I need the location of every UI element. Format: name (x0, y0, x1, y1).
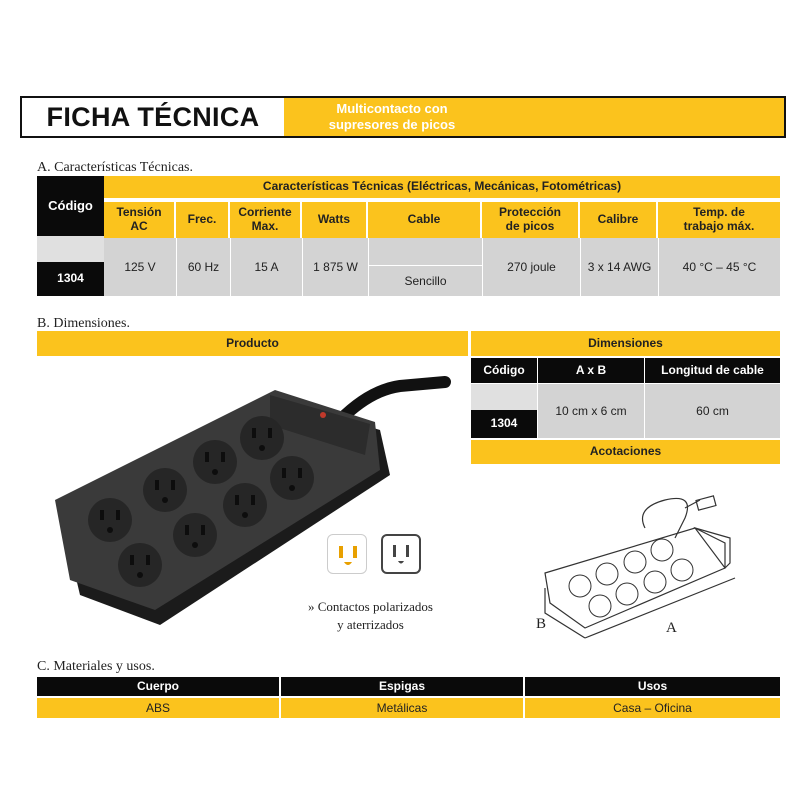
col-cable-label: Cable (407, 212, 441, 227)
dim-axb-header (538, 358, 644, 383)
val-temp (658, 238, 780, 296)
val-corriente (230, 238, 302, 296)
producto-header (37, 331, 468, 356)
acotaciones-header (471, 440, 780, 464)
mat-header-cuerpo (37, 677, 279, 696)
mat-value-cuerpo-text: ABS (145, 701, 170, 715)
col-frec-label: Frec. (187, 212, 217, 227)
dim-code-value: 1304 (490, 416, 518, 431)
spec-table (37, 176, 780, 296)
mat-value-espigas (281, 698, 523, 718)
col-corriente (230, 202, 300, 238)
col-proteccion-label: Protección de picos (498, 205, 561, 233)
col-tension (104, 202, 174, 238)
val-proteccion (482, 238, 580, 296)
val-cable-top (368, 238, 482, 266)
col-watts (302, 202, 366, 238)
outlet-caption (308, 598, 433, 633)
dim-axb-label: A x B (575, 362, 607, 377)
mat-header-cuerpo-label: Cuerpo (137, 678, 179, 693)
section-c-title: C. Materiales y usos. (37, 659, 155, 674)
dim-cable-header (645, 358, 780, 383)
header-title-box (22, 98, 284, 136)
caption-line-2: y aterrizados (337, 616, 404, 632)
dim-axb-cell (538, 384, 644, 438)
subtitle-line-1: Multicontacto con (336, 100, 448, 116)
dim-cable-label: Longitud de cable (661, 362, 764, 377)
val-temp-text: 40 °C – 45 °C (682, 260, 757, 274)
val-cable (368, 266, 482, 296)
val-proteccion-text: 270 joule (507, 260, 556, 274)
col-temp-label: Temp. de trabajo máx. (683, 205, 755, 233)
polarized-outlet-icon (327, 534, 367, 574)
dim-cable-cell (644, 384, 780, 438)
section-a-title: A. Características Técnicas. (37, 160, 194, 175)
dim-code-cell (471, 410, 537, 438)
col-frec (176, 202, 228, 238)
dimensiones-header (471, 331, 780, 356)
page-title: FICHA TÉCNICA (46, 101, 260, 132)
col-watts-label: Watts (317, 212, 351, 227)
subtitle-line-2: supresores de picos (328, 117, 456, 132)
col-corriente-label: Corriente Max. (238, 205, 292, 233)
val-frec-text: 60 Hz (187, 260, 220, 274)
producto-label: Producto (226, 335, 279, 350)
val-corriente-text: 15 A (254, 260, 279, 274)
mat-value-usos (525, 698, 780, 718)
col-calibre-label: Calibre (597, 212, 639, 227)
mat-header-usos (525, 677, 780, 696)
col-calibre (580, 202, 656, 238)
val-calibre-text: 3 x 14 AWG (587, 260, 652, 274)
val-calibre (580, 238, 658, 296)
col-tension-label: Tensión AC (116, 205, 162, 233)
dim-codigo-label: Código (483, 362, 525, 377)
dimensiones-label: Dimensiones (588, 335, 663, 350)
mat-header-espigas-label: Espigas (378, 678, 426, 693)
mat-header-espigas (281, 677, 523, 696)
spec-codigo-spacer (37, 236, 104, 262)
mat-header-usos-label: Usos (637, 678, 668, 693)
acotaciones-label: Acotaciones (589, 444, 662, 459)
spec-code-cell (37, 262, 104, 296)
caption-line-1: » Contactos polarizados (308, 599, 433, 614)
dim-label-a: A (666, 620, 677, 636)
val-frec (176, 238, 230, 296)
col-proteccion (482, 202, 578, 238)
spec-code-value: 1304 (57, 271, 84, 286)
dim-axb-value: 10 cm x 6 cm (555, 404, 627, 418)
mat-value-usos-text: Casa – Oficina (613, 701, 692, 715)
val-cable-text: Sencillo (404, 274, 447, 288)
val-tension-text: 125 V (124, 260, 156, 274)
dim-cable-value: 60 cm (696, 404, 729, 418)
grounded-outlet-icon (381, 534, 421, 574)
dim-codigo-header (471, 358, 537, 383)
spec-codigo-label: Código (48, 197, 93, 213)
dim-label-b: B (536, 616, 547, 632)
val-watts (302, 238, 368, 296)
val-tension (104, 238, 176, 296)
mat-value-cuerpo (37, 698, 279, 718)
section-b-title: B. Dimensiones. (37, 316, 130, 331)
mat-value-espigas-text: Metálicas (376, 701, 428, 715)
col-temp (658, 202, 780, 238)
power-strip-photo (40, 360, 460, 630)
spec-codigo-header (37, 176, 104, 236)
spec-group-header (104, 176, 780, 198)
dimension-drawing (525, 478, 765, 658)
dim-code-spacer (471, 384, 537, 410)
val-watts-text: 1 875 W (313, 260, 358, 274)
spec-group-label: Características Técnicas (Eléctricas, Mecánicas, Fotométricas) (262, 179, 622, 194)
col-cable (368, 202, 480, 238)
header-subtitle (284, 98, 500, 136)
